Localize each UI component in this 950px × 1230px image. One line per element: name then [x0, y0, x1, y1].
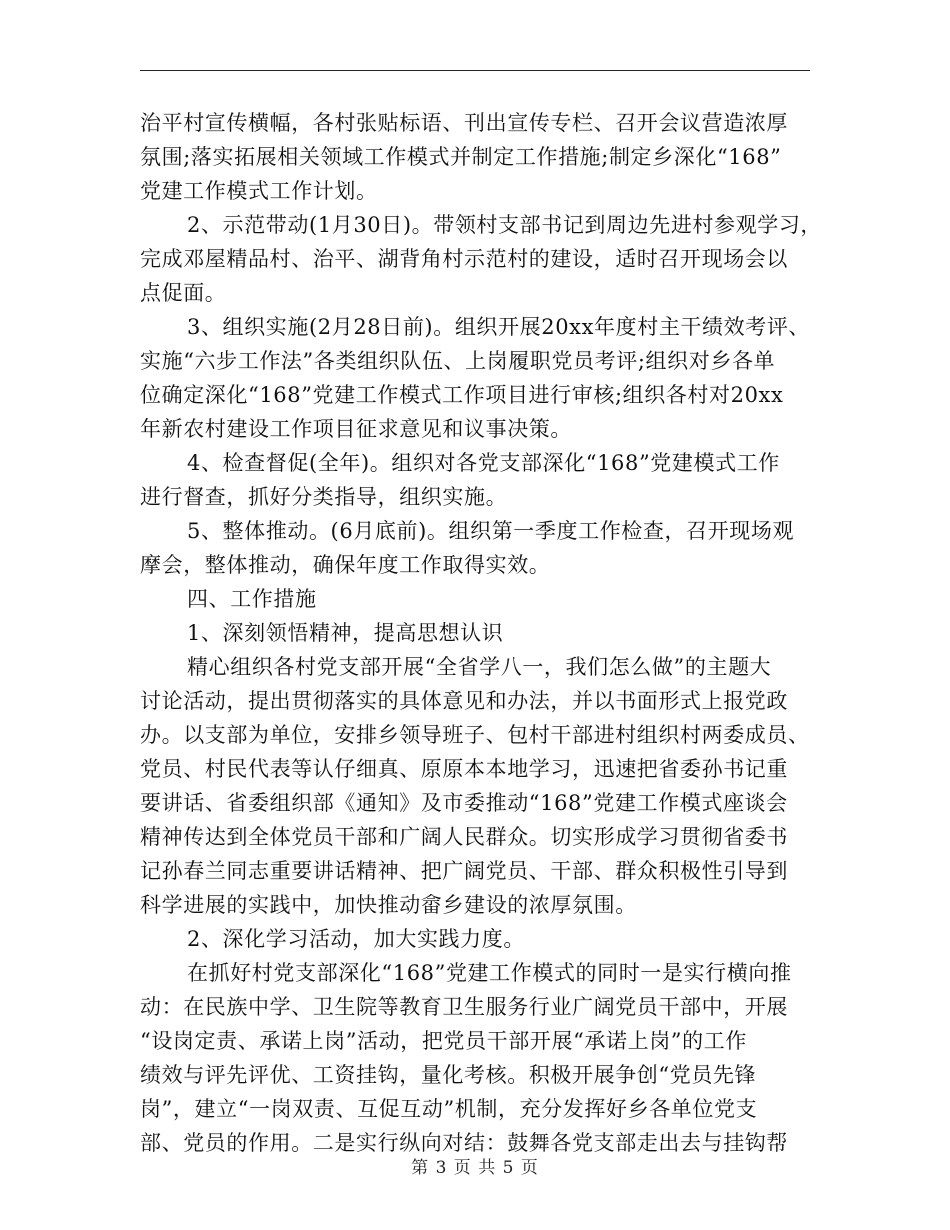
text-line: 位确定深化“168”党建工作模式工作项目进行审核;组织各村对20xx	[140, 383, 784, 407]
text-line: 记孙春兰同志重要讲话精神、把广阔党员、干部、群众积极性引导到	[140, 859, 788, 883]
text-line: 绩效与评先评优、工资挂钩，量化考核。积极开展争创“党员先锋	[140, 1063, 757, 1087]
text-line: 讨论活动，提出贯彻落实的具体意见和办法，并以书面形式上报党政	[140, 689, 788, 713]
text-line: 点促面。	[140, 281, 227, 305]
text-line: 动：在民族中学、卫生院等教育卫生服务行业广阔党员干部中，开展	[140, 995, 788, 1019]
section-heading: 四、工作措施	[187, 587, 317, 611]
text-line: 3、组织实施(2月28日前)。组织开展20xx年度村主干绩效考评、	[187, 315, 811, 339]
page-number-footer: 第 3 页 共 5 页	[411, 1158, 539, 1178]
text-line: 部、党员的作用。二是实行纵向对结：鼓舞各党支部走出去与挂钩帮	[140, 1131, 788, 1155]
text-line: 年新农村建设工作项目征求意见和议事决策。	[140, 417, 572, 441]
text-line: 科学进展的实践中，加快推动畲乡建设的浓厚氛围。	[140, 893, 637, 917]
subsection-heading: 1、深刻领悟精神，提高思想认识	[187, 621, 504, 645]
text-line: 党员、村民代表等认仔细真、原原本本地学习，迅速把省委孙书记重	[140, 757, 788, 781]
text-line: 要讲话、省委组织部《通知》及市委推动“168”党建工作模式座谈会	[140, 791, 788, 815]
text-line: 在抓好村党支部深化“168”党建工作模式的同时一是实行横向推	[187, 961, 792, 985]
text-line: “设岗定责、承诺上岗”活动，把党员干部开展“承诺上岗”的工作	[140, 1029, 747, 1053]
text-line: 岗”，建立“一岗双责、互促互动”机制，充分发挥好乡各单位党支	[140, 1097, 758, 1121]
text-line: 党建工作模式工作计划。	[140, 179, 378, 203]
header-rule	[140, 70, 810, 71]
text-line: 实施“六步工作法”各类组织队伍、上岗履职党员考评;组织对乡各单	[140, 349, 776, 373]
text-line: 办。以支部为单位，安排乡领导班子、包村干部进村组织村两委成员、	[140, 723, 810, 747]
text-line: 4、检查督促(全年)。组织对各党支部深化“168”党建模式工作	[187, 451, 780, 475]
text-line: 进行督查，抓好分类指导，组织实施。	[140, 485, 508, 509]
text-line: 氛围;落实拓展相关领域工作模式并制定工作措施;制定乡深化“168”	[140, 145, 782, 169]
body-text	[140, 106, 823, 1160]
text-line: 2、示范带动(1月30日)。带领村支部书记到周边先进村参观学习，	[187, 213, 823, 237]
text-line: 精神传达到全体党员干部和广阔人民群众。切实形成学习贯彻省委书	[140, 825, 788, 849]
text-line: 治平村宣传横幅，各村张贴标语、刊出宣传专栏、召开会议营造浓厚	[140, 111, 788, 135]
text-line: 5、整体推动。(6月底前)。组织第一季度工作检查，召开现场观	[187, 519, 795, 543]
subsection-heading: 2、深化学习活动，加大实践力度。	[187, 927, 525, 951]
text-line: 精心组织各村党支部开展“全省学八一，我们怎么做”的主题大	[187, 655, 772, 679]
text-line: 摩会，整体推动，确保年度工作取得实效。	[140, 553, 551, 577]
text-line: 完成邓屋精品村、治平、湖背角村示范村的建设，适时召开现场会以	[140, 247, 788, 271]
